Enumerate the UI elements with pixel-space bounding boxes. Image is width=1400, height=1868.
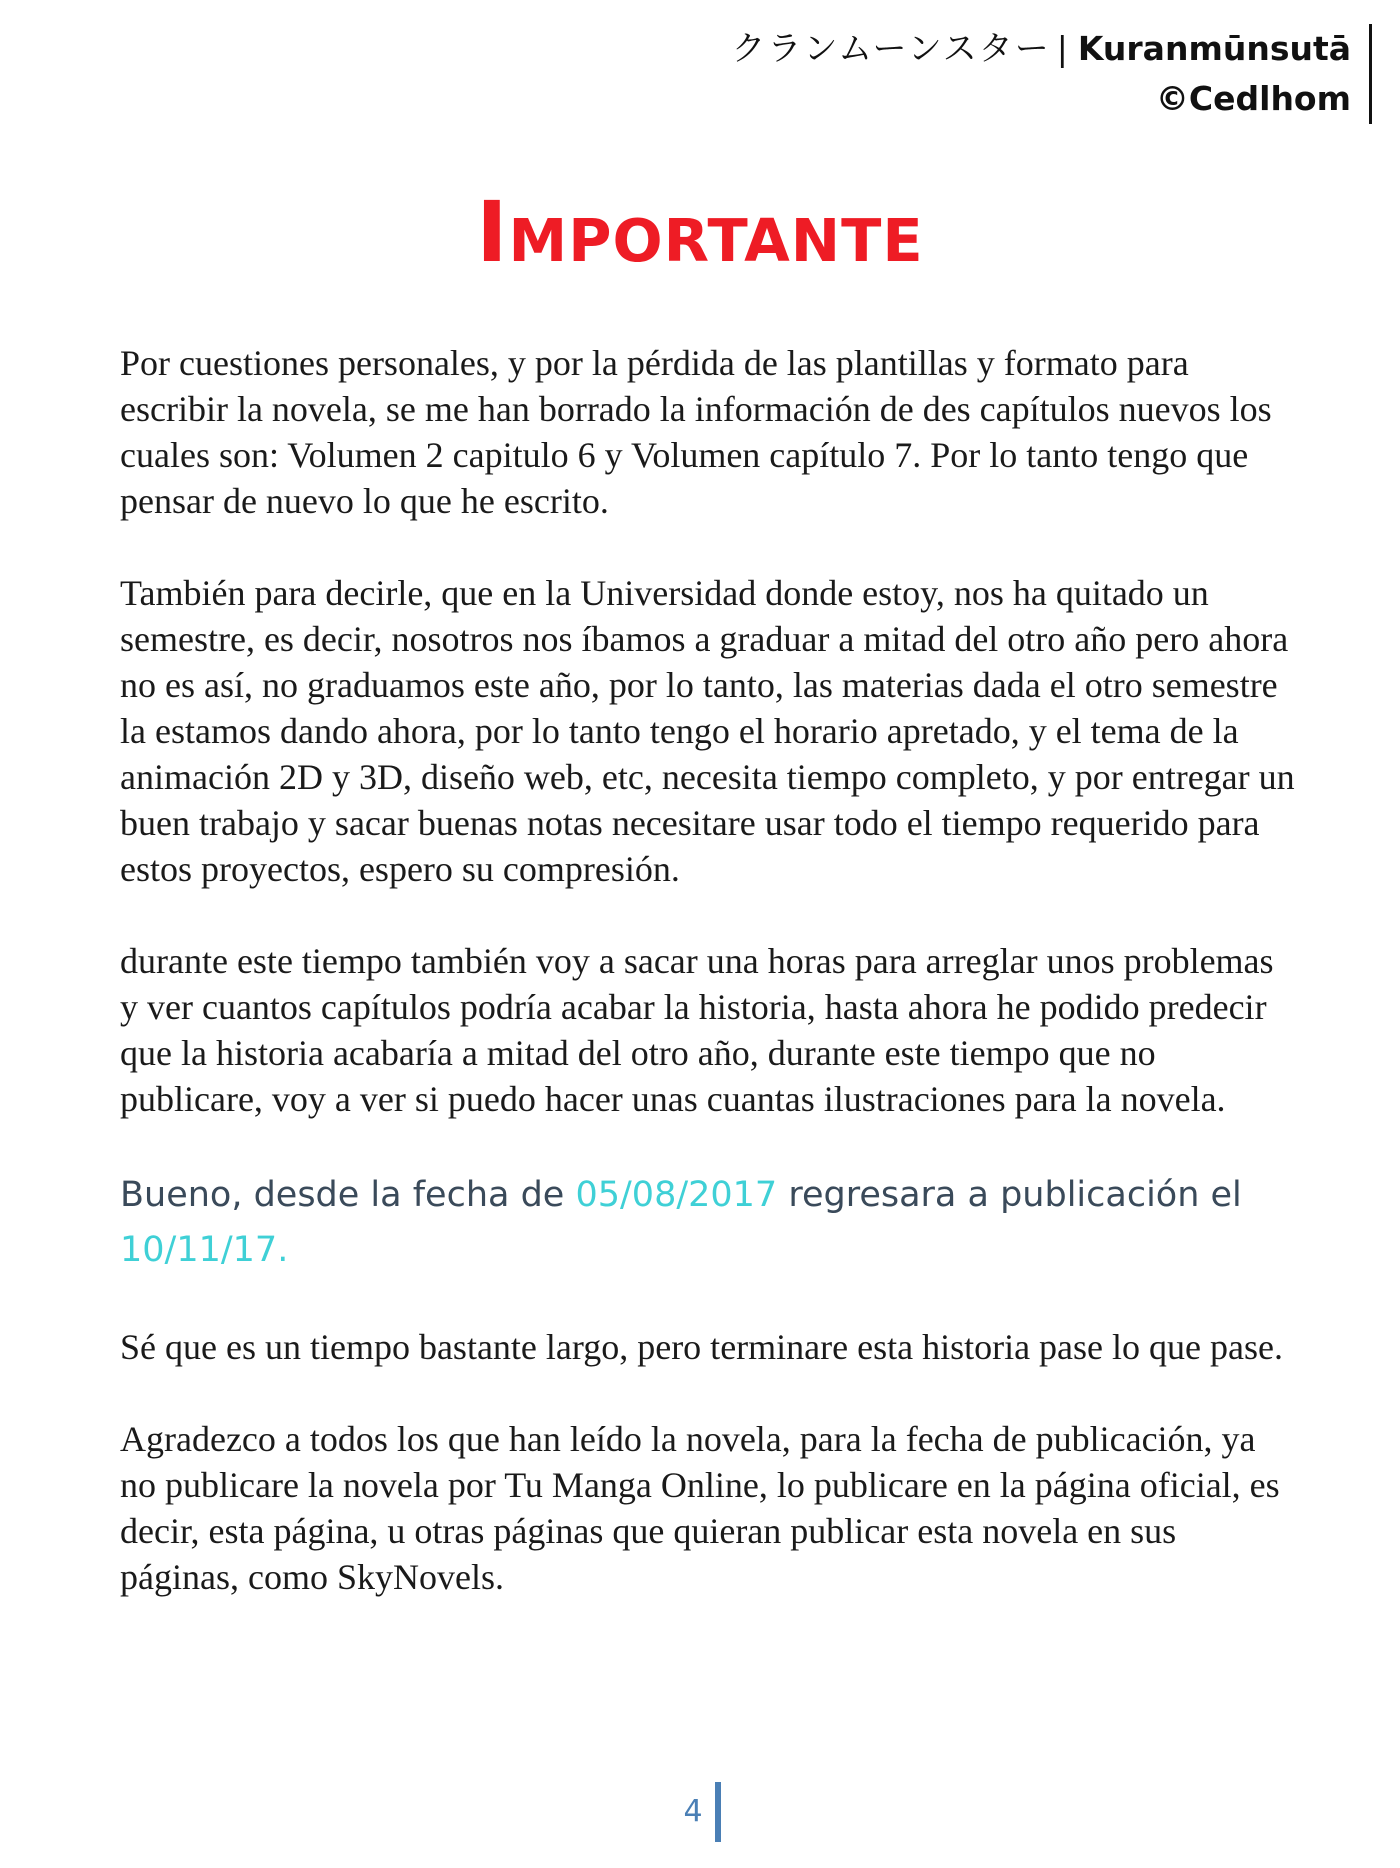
paragraph-long-time: Sé que es un tiempo bastante largo, pero terminare esta historia pase lo que pase. bbox=[120, 1327, 1283, 1367]
paragraph-planning: durante este tiempo también voy a sacar una horas para arreglar unos problemas y ver cuantos capítulos podría acabar la historia, hasta ahora he podido predecir que la historia acabaría a mitad del otro año, durante este tiempo que no publicare, voy a ver si puedo hacer unas cuantas ilustraciones para la novela. bbox=[120, 941, 1274, 1119]
page-header bbox=[732, 24, 1372, 124]
dates-text-before: Bueno, desde la fecha de bbox=[120, 1175, 576, 1215]
header-separator: | bbox=[1056, 29, 1068, 68]
dates-text-middle: regresara a publicación el bbox=[777, 1175, 1242, 1215]
page-number bbox=[0, 1782, 1400, 1842]
header-japanese-title: クランムーンスター bbox=[731, 29, 1051, 69]
paragraph-university: También para decirle, que en la Universidad donde estoy, nos ha quitado un semestre, es decir, nosotros nos íbamos a graduar a mitad del otro año pero ahora no es así, no graduamos este año, por lo tanto, las materias dada el otro semestre la estamos dando ahora, por lo tanto tengo el horario apretado, y el tema de la animación 2D y 3D, diseño web, etc, necesita tiempo completo, y por entregar un buen trabajo y sacar buenas notas necesitare usar todo el tiempo requerido para estos proyectos, espero su compresión. bbox=[120, 573, 1295, 889]
header-title-line bbox=[732, 24, 1351, 74]
paragraph-thanks: Agradezco a todos los que han leído la novela, para la fecha de publicación, ya no publicare la novela por Tu Manga Online, lo publicare en la página oficial, es decir, esta página, u otras páginas que quieran publicar esta novela en sus páginas, como SkyNovels. bbox=[120, 1419, 1280, 1597]
return-date: 10/11/17. bbox=[120, 1230, 289, 1270]
paragraph-personal-reasons: Por cuestiones personales, y por la pérdida de las plantillas y formato para escribir la novela, se me han borrado la información de des capítulos nuevos los cuales son: Volumen 2 capitulo 6 y Volumen capítulo 7. Por lo tanto tengo que pensar de nuevo lo que he escrito. bbox=[120, 343, 1272, 521]
header-copyright: ©Cedlhom bbox=[1155, 79, 1351, 118]
document-body bbox=[120, 340, 1300, 1646]
page-title: Importante bbox=[476, 183, 924, 281]
paragraph-return-dates bbox=[120, 1168, 1300, 1278]
page-number-value: 4 bbox=[683, 1782, 720, 1842]
header-romaji-title: Kuranmūnsutā bbox=[1077, 29, 1351, 68]
start-date: 05/08/2017 bbox=[575, 1175, 778, 1215]
